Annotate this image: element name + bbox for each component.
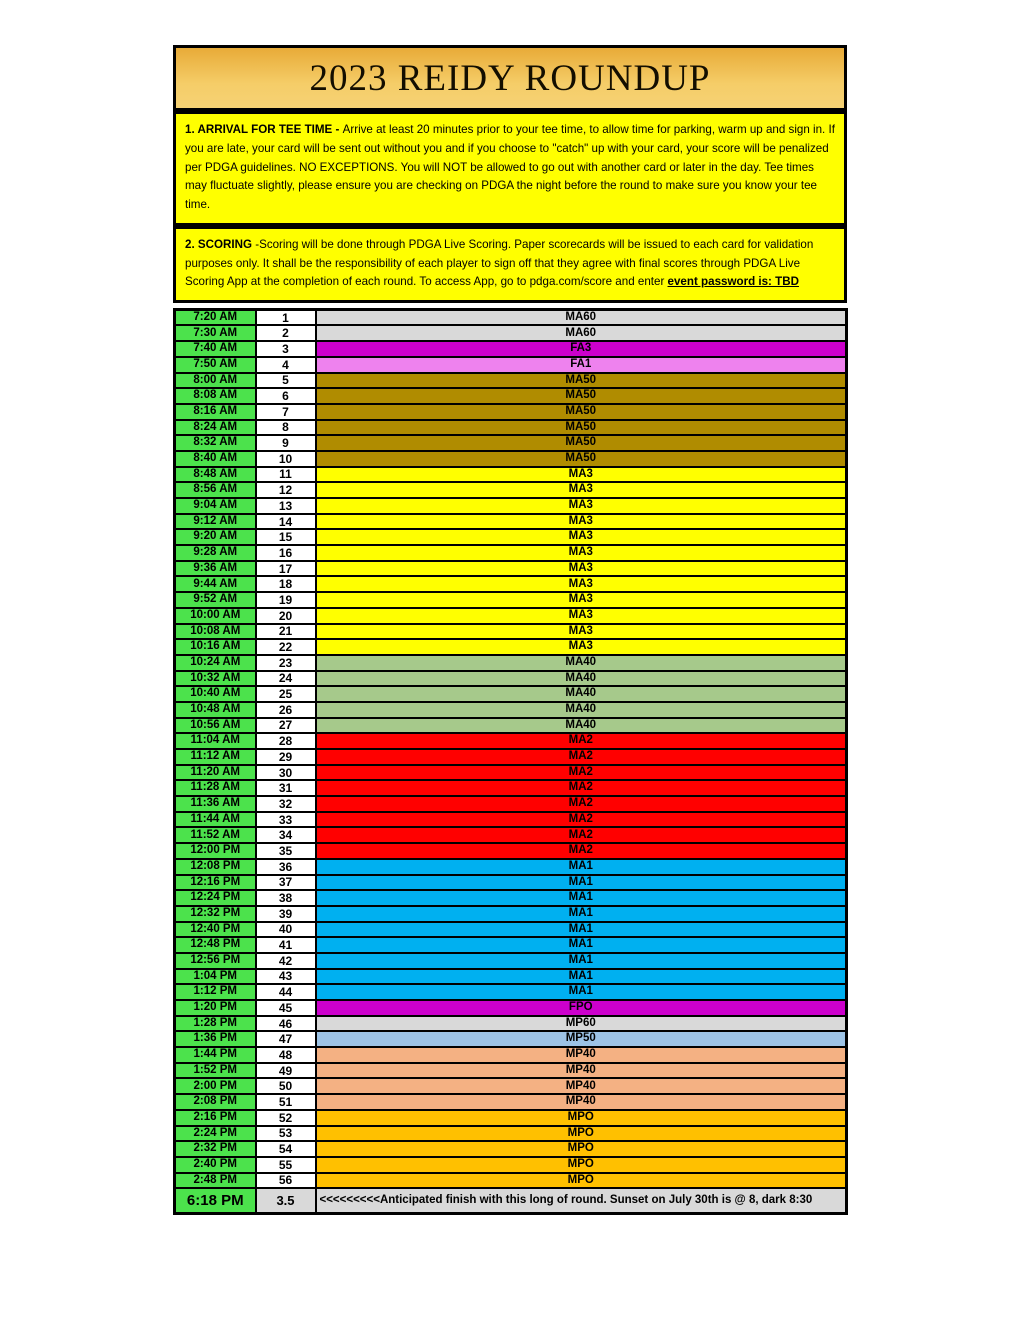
tee-time-cell: 12:40 PM (175, 922, 256, 938)
hole-number-cell: 52 (256, 1110, 316, 1126)
schedule-row (175, 608, 847, 624)
finish-time-cell: 6:18 PM (175, 1188, 256, 1213)
schedule-row (175, 1141, 847, 1157)
hole-number-cell: 11 (256, 467, 316, 483)
tee-time-cell: 8:56 AM (175, 482, 256, 498)
hole-number-cell: 44 (256, 984, 316, 1000)
tee-time-cell: 8:00 AM (175, 373, 256, 389)
tee-time-cell: 11:20 AM (175, 765, 256, 781)
division-cell: MA60 (316, 325, 847, 341)
schedule-row (175, 1031, 847, 1047)
schedule-row (175, 1016, 847, 1032)
hole-number-cell: 18 (256, 576, 316, 592)
hole-number-cell: 2 (256, 325, 316, 341)
tee-time-cell: 8:40 AM (175, 451, 256, 467)
division-cell: MP50 (316, 1031, 847, 1047)
division-cell: MA1 (316, 984, 847, 1000)
schedule-row (175, 827, 847, 843)
hole-number-cell: 13 (256, 498, 316, 514)
tee-time-cell: 10:16 AM (175, 639, 256, 655)
division-cell: MA2 (316, 780, 847, 796)
division-cell: MA40 (316, 671, 847, 687)
division-cell: MA50 (316, 451, 847, 467)
division-cell: MA2 (316, 749, 847, 765)
division-cell: MA1 (316, 922, 847, 938)
hole-number-cell: 15 (256, 529, 316, 545)
hole-number-cell: 32 (256, 796, 316, 812)
hole-number-cell: 46 (256, 1016, 316, 1032)
division-cell: MA40 (316, 702, 847, 718)
division-cell: MA50 (316, 435, 847, 451)
schedule-row (175, 341, 847, 357)
schedule-row (175, 624, 847, 640)
schedule-row (175, 953, 847, 969)
hole-number-cell: 9 (256, 435, 316, 451)
division-cell: MA1 (316, 937, 847, 953)
schedule-row (175, 592, 847, 608)
division-cell: MA2 (316, 812, 847, 828)
schedule-row (175, 325, 847, 341)
hole-number-cell: 8 (256, 420, 316, 436)
schedule-row (175, 498, 847, 514)
schedule-row (175, 388, 847, 404)
hole-number-cell: 6 (256, 388, 316, 404)
schedule-row (175, 639, 847, 655)
division-cell: FA1 (316, 357, 847, 373)
tee-time-cell: 1:52 PM (175, 1063, 256, 1079)
tee-time-cell: 12:24 PM (175, 890, 256, 906)
division-cell: MA1 (316, 875, 847, 891)
schedule-row (175, 1110, 847, 1126)
tee-time-cell: 9:36 AM (175, 561, 256, 577)
scoring-label: 2. SCORING (185, 237, 252, 251)
schedule-row (175, 843, 847, 859)
hole-number-cell: 31 (256, 780, 316, 796)
hole-number-cell: 26 (256, 702, 316, 718)
hole-number-cell: 36 (256, 859, 316, 875)
division-cell: MA3 (316, 514, 847, 530)
hole-number-cell: 4 (256, 357, 316, 373)
tee-time-table-body (175, 310, 847, 1214)
hole-number-cell: 33 (256, 812, 316, 828)
schedule-row (175, 1063, 847, 1079)
schedule-row (175, 812, 847, 828)
schedule-row (175, 937, 847, 953)
hole-number-cell: 42 (256, 953, 316, 969)
tee-time-cell: 8:48 AM (175, 467, 256, 483)
division-cell: MA2 (316, 796, 847, 812)
tee-time-cell: 1:04 PM (175, 969, 256, 985)
tee-time-cell: 2:40 PM (175, 1157, 256, 1173)
schedule-row (175, 780, 847, 796)
division-cell: MA2 (316, 843, 847, 859)
arrival-text: Arrive at least 20 minutes prior to your tee time, to allow time for parking, warm up and sign in. If you are late, your card will be sent out without you and if you choose to "catch" up with your card, your score will be penalized per PDGA guidelines. NO EXCEPTIONS. You will NOT be allowed to go out with another card or later in the day. Tee times may fluctuate slightly, please ensure you are checking on PDGA the night before the round to make sure you know your tee time. (185, 123, 835, 212)
schedule-row (175, 1126, 847, 1142)
hole-number-cell: 49 (256, 1063, 316, 1079)
division-cell: MA40 (316, 718, 847, 734)
division-cell: MP60 (316, 1016, 847, 1032)
division-cell: MA50 (316, 388, 847, 404)
schedule-row (175, 514, 847, 530)
division-cell: MP40 (316, 1047, 847, 1063)
hole-number-cell: 10 (256, 451, 316, 467)
division-cell: MA3 (316, 498, 847, 514)
division-cell: FA3 (316, 341, 847, 357)
schedule-row (175, 467, 847, 483)
division-cell: MP40 (316, 1094, 847, 1110)
hole-number-cell: 25 (256, 686, 316, 702)
hole-number-cell: 24 (256, 671, 316, 687)
division-cell: MA1 (316, 969, 847, 985)
arrival-info-box (173, 111, 847, 226)
hole-number-cell: 23 (256, 655, 316, 671)
tee-time-cell: 9:52 AM (175, 592, 256, 608)
division-cell: MA50 (316, 420, 847, 436)
tee-time-cell: 2:00 PM (175, 1078, 256, 1094)
tee-time-cell: 10:48 AM (175, 702, 256, 718)
schedule-row (175, 1047, 847, 1063)
schedule-row (175, 984, 847, 1000)
hole-number-cell: 22 (256, 639, 316, 655)
hole-number-cell: 41 (256, 937, 316, 953)
schedule-row (175, 576, 847, 592)
division-cell: MA1 (316, 906, 847, 922)
division-cell: MA3 (316, 529, 847, 545)
tee-time-cell: 12:48 PM (175, 937, 256, 953)
schedule-row (175, 796, 847, 812)
page-title: 2023 REIDY ROUNDUP (309, 57, 711, 99)
hole-number-cell: 35 (256, 843, 316, 859)
schedule-row (175, 969, 847, 985)
schedule-row (175, 561, 847, 577)
schedule-row (175, 451, 847, 467)
schedule-row (175, 435, 847, 451)
schedule-row (175, 702, 847, 718)
hole-number-cell: 29 (256, 749, 316, 765)
division-cell: MA3 (316, 482, 847, 498)
division-cell: MA50 (316, 404, 847, 420)
division-cell: MA1 (316, 890, 847, 906)
division-cell: MA3 (316, 592, 847, 608)
schedule-row (175, 1094, 847, 1110)
event-password-note: event password is: TBD (667, 275, 799, 289)
division-cell: MA3 (316, 467, 847, 483)
hole-number-cell: 45 (256, 1000, 316, 1016)
schedule-row (175, 1157, 847, 1173)
division-cell: MPO (316, 1126, 847, 1142)
scoring-text: -Scoring will be done through PDGA Live Scoring. Paper scorecards will be issued to each card for validation purposes only. It shall be the responsibility of each player to sign off that they agree with final scores through PDGA Live Scoring App at the completion of each round. To access App, go to pdga.com/score and enter (185, 237, 814, 289)
schedule-row (175, 545, 847, 561)
schedule-row (175, 310, 847, 326)
tee-time-cell: 11:28 AM (175, 780, 256, 796)
division-cell: MA2 (316, 827, 847, 843)
tee-time-cell: 12:08 PM (175, 859, 256, 875)
hole-number-cell: 28 (256, 733, 316, 749)
hole-number-cell: 47 (256, 1031, 316, 1047)
hole-number-cell: 7 (256, 404, 316, 420)
division-cell: MA3 (316, 639, 847, 655)
schedule-row (175, 1173, 847, 1189)
division-cell: MA3 (316, 608, 847, 624)
hole-number-cell: 50 (256, 1078, 316, 1094)
schedule-row (175, 749, 847, 765)
division-cell: MPO (316, 1141, 847, 1157)
finish-row (175, 1188, 847, 1213)
tee-time-cell: 7:20 AM (175, 310, 256, 326)
tee-time-cell: 9:20 AM (175, 529, 256, 545)
division-cell: MA50 (316, 373, 847, 389)
tee-time-cell: 12:32 PM (175, 906, 256, 922)
hole-number-cell: 48 (256, 1047, 316, 1063)
division-cell: MA1 (316, 953, 847, 969)
hole-number-cell: 14 (256, 514, 316, 530)
hole-number-cell: 34 (256, 827, 316, 843)
schedule-row (175, 420, 847, 436)
division-cell: MA1 (316, 859, 847, 875)
schedule-row (175, 671, 847, 687)
tee-time-cell: 2:08 PM (175, 1094, 256, 1110)
scoring-info-box (173, 226, 847, 303)
division-cell: MA3 (316, 576, 847, 592)
hole-number-cell: 54 (256, 1141, 316, 1157)
tee-time-cell: 9:04 AM (175, 498, 256, 514)
hole-number-cell: 37 (256, 875, 316, 891)
tee-time-cell: 11:12 AM (175, 749, 256, 765)
tee-time-cell: 1:44 PM (175, 1047, 256, 1063)
hole-number-cell: 40 (256, 922, 316, 938)
hole-number-cell: 16 (256, 545, 316, 561)
schedule-row (175, 765, 847, 781)
tee-time-cell: 2:48 PM (175, 1173, 256, 1189)
tee-time-cell: 10:00 AM (175, 608, 256, 624)
hole-number-cell: 20 (256, 608, 316, 624)
arrival-label: 1. ARRIVAL FOR TEE TIME - (185, 123, 343, 136)
event-title-banner (173, 45, 847, 111)
division-cell: MPO (316, 1173, 847, 1189)
hole-number-cell: 56 (256, 1173, 316, 1189)
tee-time-table (173, 308, 848, 1215)
division-cell: FPO (316, 1000, 847, 1016)
schedule-row (175, 875, 847, 891)
tee-time-cell: 11:52 AM (175, 827, 256, 843)
schedule-sheet (173, 45, 847, 1215)
schedule-row (175, 529, 847, 545)
tee-time-cell: 1:20 PM (175, 1000, 256, 1016)
schedule-row (175, 1078, 847, 1094)
schedule-row (175, 655, 847, 671)
tee-time-cell: 1:12 PM (175, 984, 256, 1000)
division-cell: MA40 (316, 655, 847, 671)
hole-number-cell: 19 (256, 592, 316, 608)
division-cell: MP40 (316, 1063, 847, 1079)
hole-number-cell: 39 (256, 906, 316, 922)
tee-time-cell: 8:32 AM (175, 435, 256, 451)
schedule-row (175, 890, 847, 906)
hole-number-cell: 51 (256, 1094, 316, 1110)
division-cell: MA40 (316, 686, 847, 702)
schedule-row (175, 859, 847, 875)
tee-time-cell: 12:00 PM (175, 843, 256, 859)
schedule-row (175, 922, 847, 938)
division-cell: MA3 (316, 561, 847, 577)
hole-number-cell: 30 (256, 765, 316, 781)
division-cell: MA3 (316, 545, 847, 561)
tee-time-cell: 2:16 PM (175, 1110, 256, 1126)
schedule-row (175, 718, 847, 734)
hole-number-cell: 27 (256, 718, 316, 734)
tee-time-cell: 2:24 PM (175, 1126, 256, 1142)
schedule-row (175, 373, 847, 389)
tee-time-cell: 11:04 AM (175, 733, 256, 749)
tee-time-cell: 9:44 AM (175, 576, 256, 592)
finish-note-cell: <<<<<<<<<Anticipated finish with this long of round. Sunset on July 30th is @ 8, dark 8:30 (316, 1188, 847, 1213)
division-cell: MPO (316, 1110, 847, 1126)
tee-time-cell: 8:16 AM (175, 404, 256, 420)
tee-time-cell: 1:28 PM (175, 1016, 256, 1032)
hole-number-cell: 12 (256, 482, 316, 498)
tee-time-cell: 8:24 AM (175, 420, 256, 436)
hole-number-cell: 43 (256, 969, 316, 985)
schedule-row (175, 906, 847, 922)
schedule-row (175, 482, 847, 498)
hole-number-cell: 1 (256, 310, 316, 326)
tee-time-cell: 10:56 AM (175, 718, 256, 734)
tee-time-cell: 11:44 AM (175, 812, 256, 828)
tee-time-cell: 7:40 AM (175, 341, 256, 357)
hole-number-cell: 53 (256, 1126, 316, 1142)
tee-time-cell: 9:28 AM (175, 545, 256, 561)
hole-number-cell: 21 (256, 624, 316, 640)
hole-number-cell: 38 (256, 890, 316, 906)
tee-time-cell: 12:16 PM (175, 875, 256, 891)
schedule-row (175, 404, 847, 420)
division-cell: MA2 (316, 765, 847, 781)
tee-time-cell: 1:36 PM (175, 1031, 256, 1047)
tee-time-cell: 10:08 AM (175, 624, 256, 640)
schedule-row (175, 733, 847, 749)
division-cell: MA3 (316, 624, 847, 640)
tee-time-cell: 11:36 AM (175, 796, 256, 812)
schedule-row (175, 1000, 847, 1016)
hole-number-cell: 55 (256, 1157, 316, 1173)
division-cell: MPO (316, 1157, 847, 1173)
schedule-row (175, 357, 847, 373)
hole-number-cell: 5 (256, 373, 316, 389)
tee-time-cell: 10:40 AM (175, 686, 256, 702)
division-cell: MA2 (316, 733, 847, 749)
schedule-row (175, 686, 847, 702)
division-cell: MA60 (316, 310, 847, 326)
division-cell: MP40 (316, 1078, 847, 1094)
tee-time-cell: 2:32 PM (175, 1141, 256, 1157)
tee-time-cell: 12:56 PM (175, 953, 256, 969)
hole-number-cell: 17 (256, 561, 316, 577)
finish-round-length-cell: 3.5 (256, 1188, 316, 1213)
tee-time-cell: 8:08 AM (175, 388, 256, 404)
hole-number-cell: 3 (256, 341, 316, 357)
tee-time-cell: 10:24 AM (175, 655, 256, 671)
tee-time-cell: 9:12 AM (175, 514, 256, 530)
tee-time-cell: 7:30 AM (175, 325, 256, 341)
tee-time-cell: 7:50 AM (175, 357, 256, 373)
tee-time-cell: 10:32 AM (175, 671, 256, 687)
